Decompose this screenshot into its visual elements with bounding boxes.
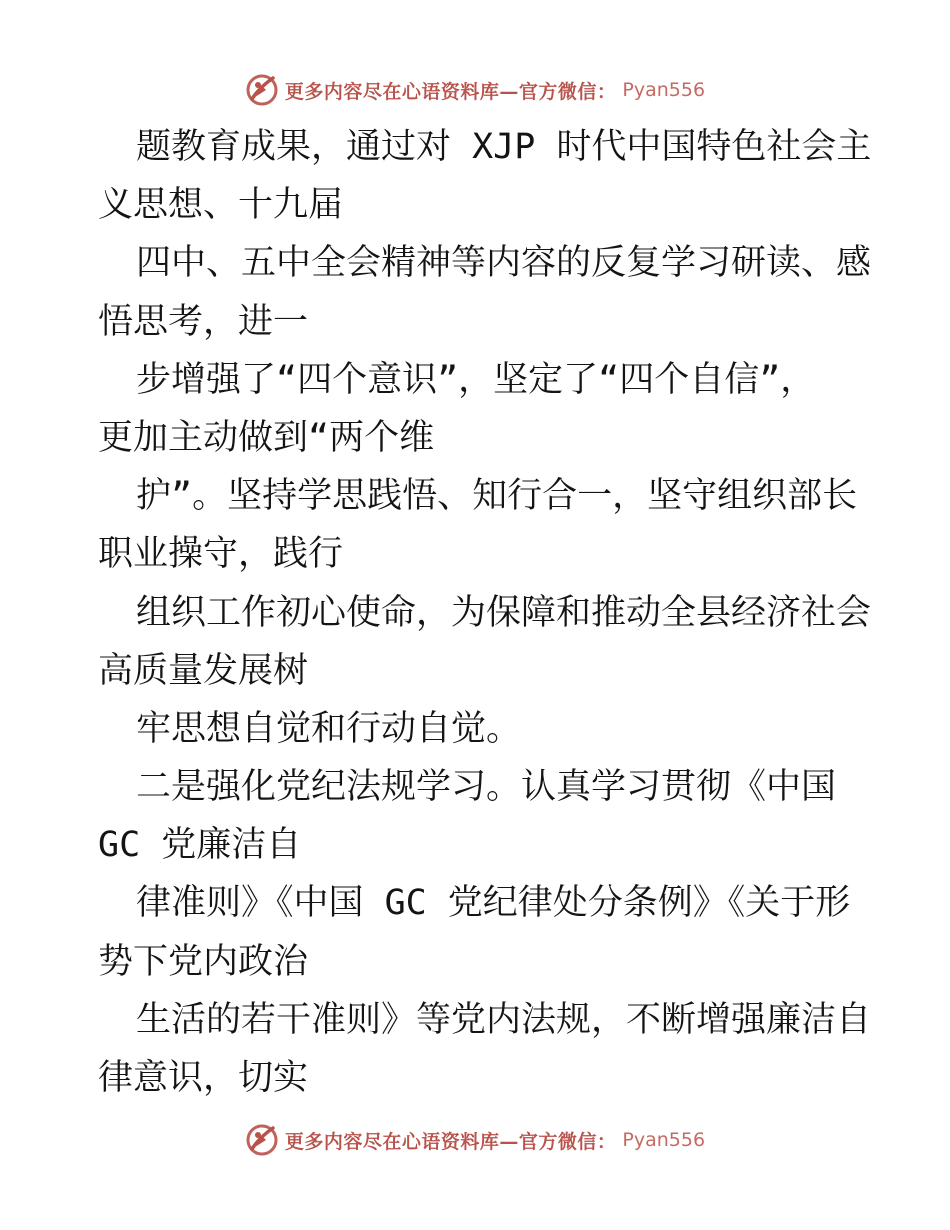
footer-banner-text: 更多内容尽在心语资料库—官方微信： — [284, 1130, 617, 1153]
header-banner-text: 更多内容尽在心语资料库—官方微信： — [284, 80, 617, 103]
header-wechat-id: Pyan556 — [622, 79, 706, 101]
body-line: 悟思考，进一 — [98, 301, 309, 342]
footer-wechat-id: Pyan556 — [622, 1129, 706, 1151]
body-line: 高质量发展树 — [98, 650, 309, 691]
body-line: 义思想、十九届 — [98, 185, 344, 226]
body-line: 律意识，切实 — [98, 1058, 309, 1098]
body-line: 护”。坚持学思践悟、知行合一，坚守组织部长 — [136, 476, 858, 517]
brush-logo-icon — [245, 1123, 279, 1157]
body-line: 四中、五中全会精神等内容的反复学习研读、感 — [136, 243, 872, 284]
body-line: 牢思想自觉和行动自觉。 — [136, 708, 522, 749]
body-line: 职业操守，践行 — [98, 534, 344, 575]
body-line: 题教育成果，通过对 XJP 时代中国特色社会主 — [136, 127, 872, 167]
brush-logo-icon — [245, 73, 279, 107]
body-line: 更加主动做到“两个维 — [98, 417, 435, 458]
body-line: 律准则》《中国 GC 党纪律处分条例》《关于形 — [136, 883, 851, 924]
body-line: 生活的若干准则》等党内法规，不断增强廉洁自 — [136, 999, 872, 1040]
body-line: 二是强化党纪法规学习。认真学习贯彻《中国 — [136, 767, 837, 808]
body-line: 势下党内政治 — [98, 941, 309, 982]
body-line: 组织工作初心使命，为保障和推动全县经济社会 — [136, 592, 872, 633]
header-banner — [0, 70, 950, 110]
body-line: GC 党廉洁自 — [98, 825, 302, 866]
body-line: 步增强了“四个意识”，坚定了“四个自信”， — [136, 359, 816, 400]
document-body — [98, 118, 872, 1107]
footer-banner — [0, 1120, 950, 1160]
